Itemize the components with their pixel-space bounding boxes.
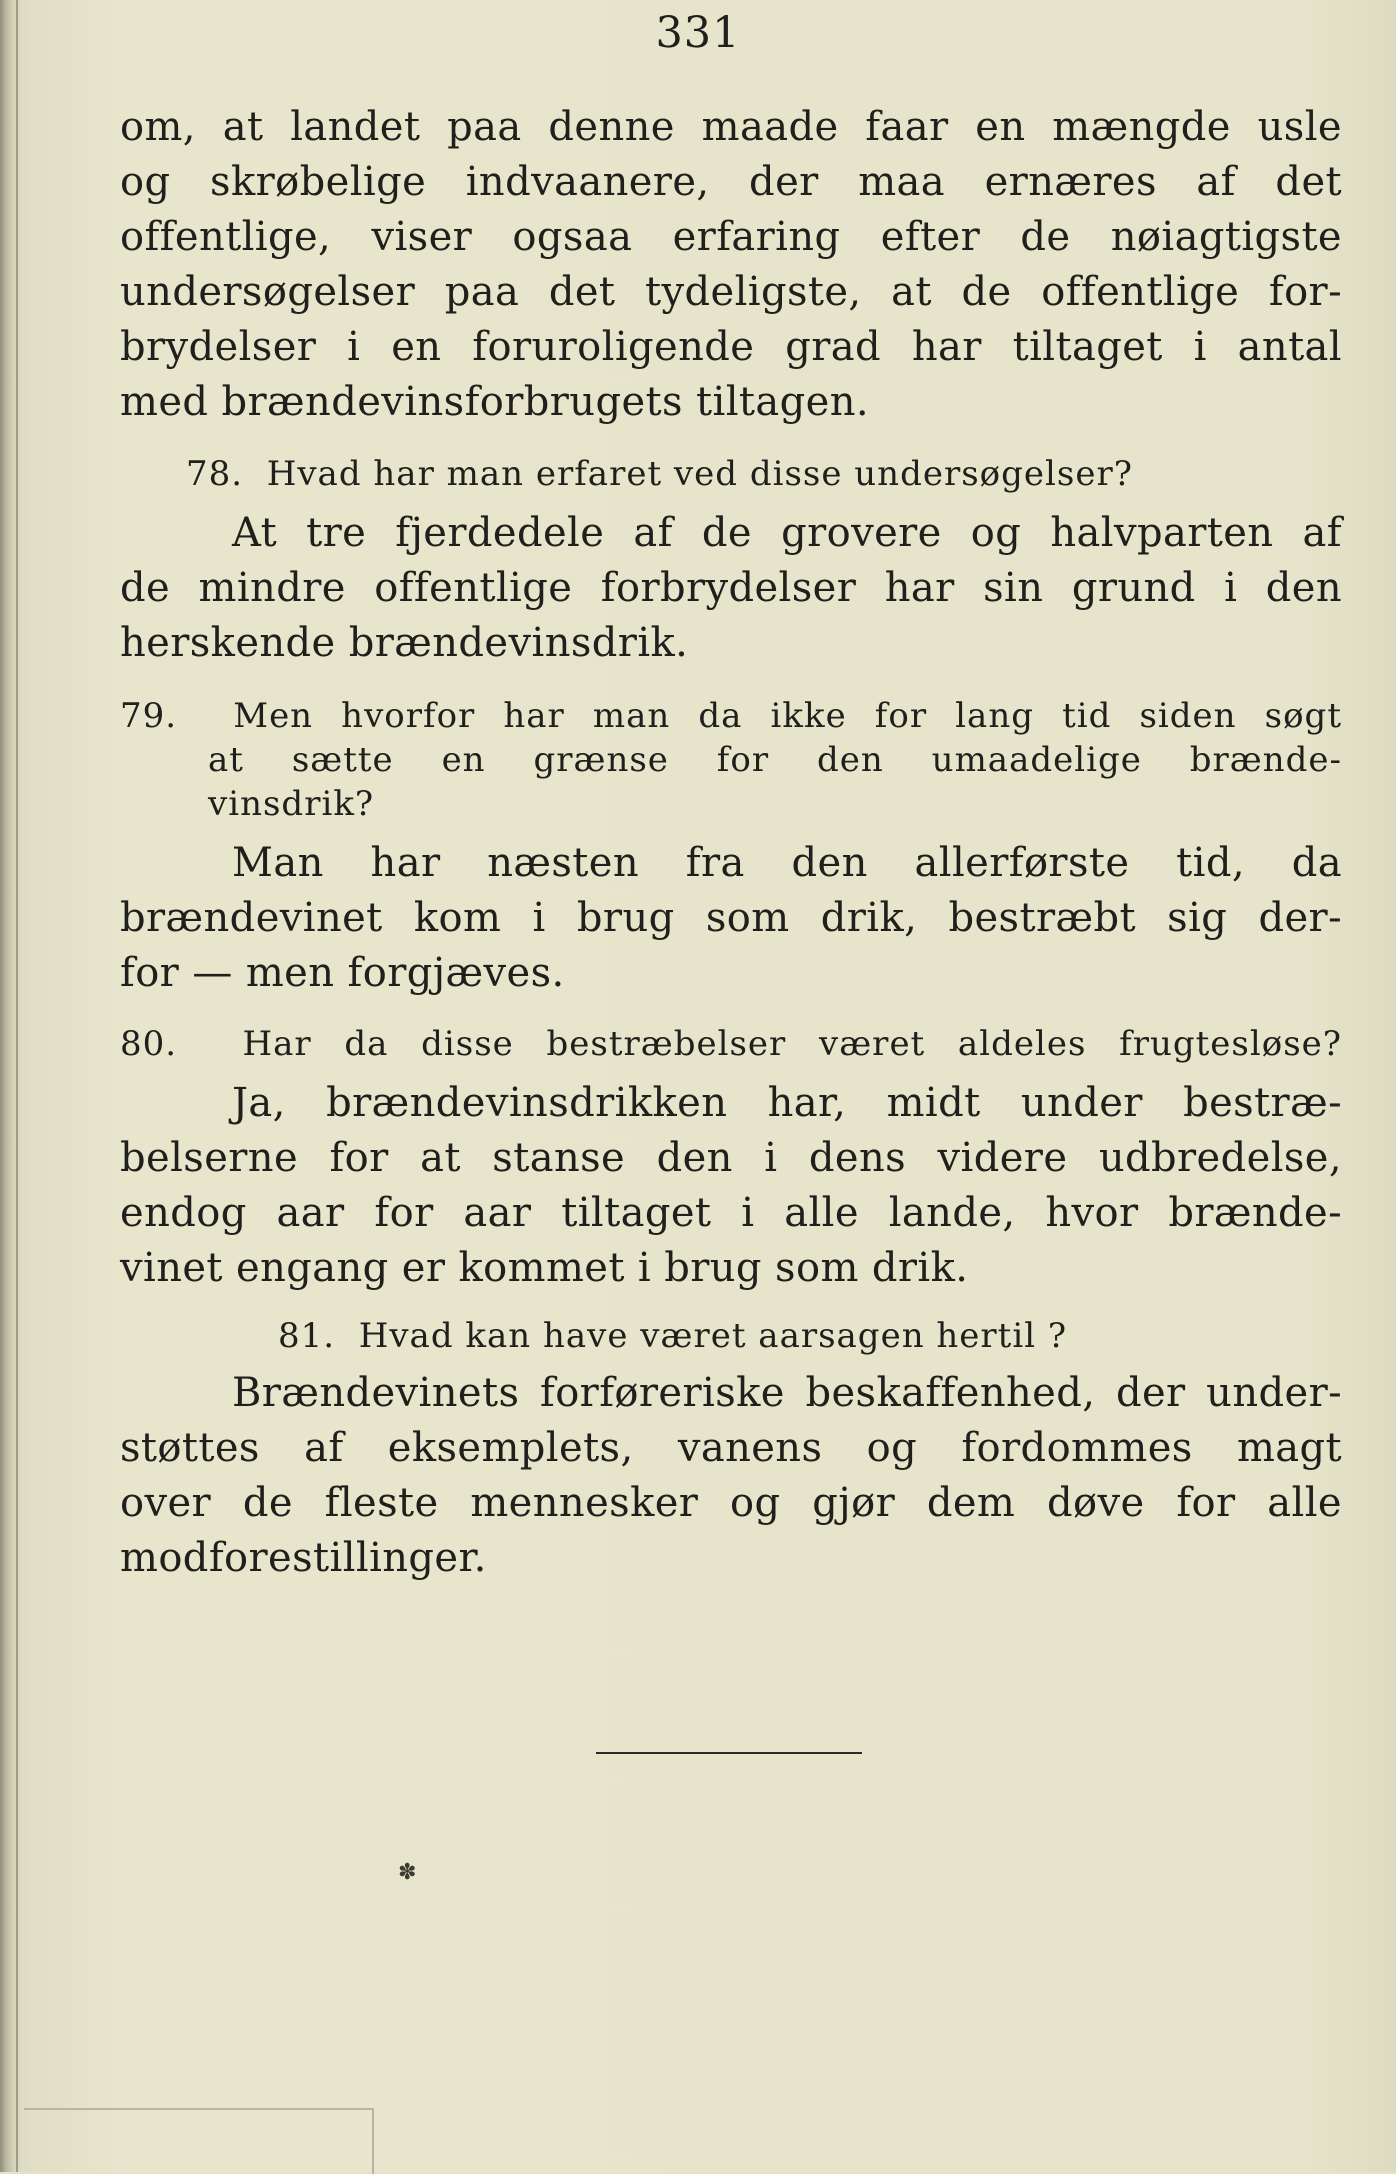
text-line: vinet engang er kommet i brug som drik.	[120, 1245, 969, 1291]
question-number: 78.	[186, 454, 244, 494]
text-line: Man har næsten fra den allerførste tid, da	[232, 840, 1342, 886]
text-line: over de fleste mennesker og gjør dem døve for alle	[120, 1480, 1342, 1526]
question-line	[278, 1314, 1342, 1358]
answer-81	[120, 1366, 1342, 1586]
question-81	[120, 1314, 1342, 1358]
question-line	[120, 694, 1342, 738]
text-line: de mindre offentlige forbrydelser har sin grund i den	[120, 565, 1342, 611]
question-78	[120, 452, 1342, 496]
text-line: brydelser i en foruroligende grad har tiltaget i antal	[120, 324, 1342, 370]
text-line: Ja, brændevinsdrikken har, midt under bestræ-	[232, 1080, 1342, 1126]
text-line: med brændevinsforbrugets tiltagen.	[120, 379, 869, 425]
question-number: 80.	[120, 1024, 178, 1064]
question-line	[186, 452, 1342, 496]
question-80	[120, 1022, 1342, 1066]
book-spine-edge	[0, 0, 24, 2172]
question-number: 79.	[120, 696, 178, 736]
page-number: 331	[655, 8, 741, 58]
text-line: offentlige, viser ogsaa erfaring efter de nøiagtigste	[120, 214, 1342, 260]
text-line: belserne for at stanse den i dens videre udbredelse,	[120, 1135, 1342, 1181]
question-text: Hvad har man erfaret ved disse undersøgelser?	[266, 454, 1133, 494]
question-number: 81.	[278, 1316, 336, 1356]
text-line: for — men forgjæves.	[120, 950, 565, 996]
text-line: Brændevinets forføreriske beskaffenhed, der under-	[232, 1370, 1342, 1416]
question-line: vinsdrik?	[208, 784, 375, 824]
text-line: modforestillinger.	[120, 1535, 487, 1581]
ink-speck-icon: ✽	[398, 1860, 417, 1885]
question-line: at sætte en grænse for den umaadelige brænde-	[208, 740, 1342, 780]
text-line: herskende brændevinsdrik.	[120, 620, 689, 666]
text-line: støttes af eksemplets, vanens og fordommes magt	[120, 1425, 1342, 1471]
text-line: undersøgelser paa det tydeligste, at de offentlige for-	[120, 269, 1342, 315]
spine-line	[16, 0, 18, 2172]
text-line: og skrøbelige indvaanere, der maa ernæres af det	[120, 159, 1342, 205]
question-line	[120, 1022, 1342, 1066]
section-divider-rule	[596, 1752, 862, 1754]
text-line: At tre fjerdedele af de grovere og halvparten af	[232, 510, 1342, 556]
question-text: Men hvorfor har man da ikke for lang tid siden søgt	[233, 696, 1342, 736]
text-line: om, at landet paa denne maade faar en mængde usle	[120, 104, 1342, 150]
answer-80	[120, 1076, 1342, 1296]
question-text: Har da disse bestræbelser været aldeles frugtesløse?	[242, 1024, 1342, 1064]
page-corner-edge	[24, 2108, 374, 2174]
text-line: endog aar for aar tiltaget i alle lande, hvor brænde-	[120, 1190, 1342, 1236]
answer-79	[120, 836, 1342, 1001]
answer-78	[120, 506, 1342, 671]
answer-paragraph-continuation	[120, 100, 1342, 430]
question-79	[120, 694, 1342, 826]
question-text: Hvad kan have været aarsagen hertil ?	[358, 1316, 1068, 1356]
text-line: brændevinet kom i brug som drik, bestræbt sig der-	[120, 895, 1342, 941]
